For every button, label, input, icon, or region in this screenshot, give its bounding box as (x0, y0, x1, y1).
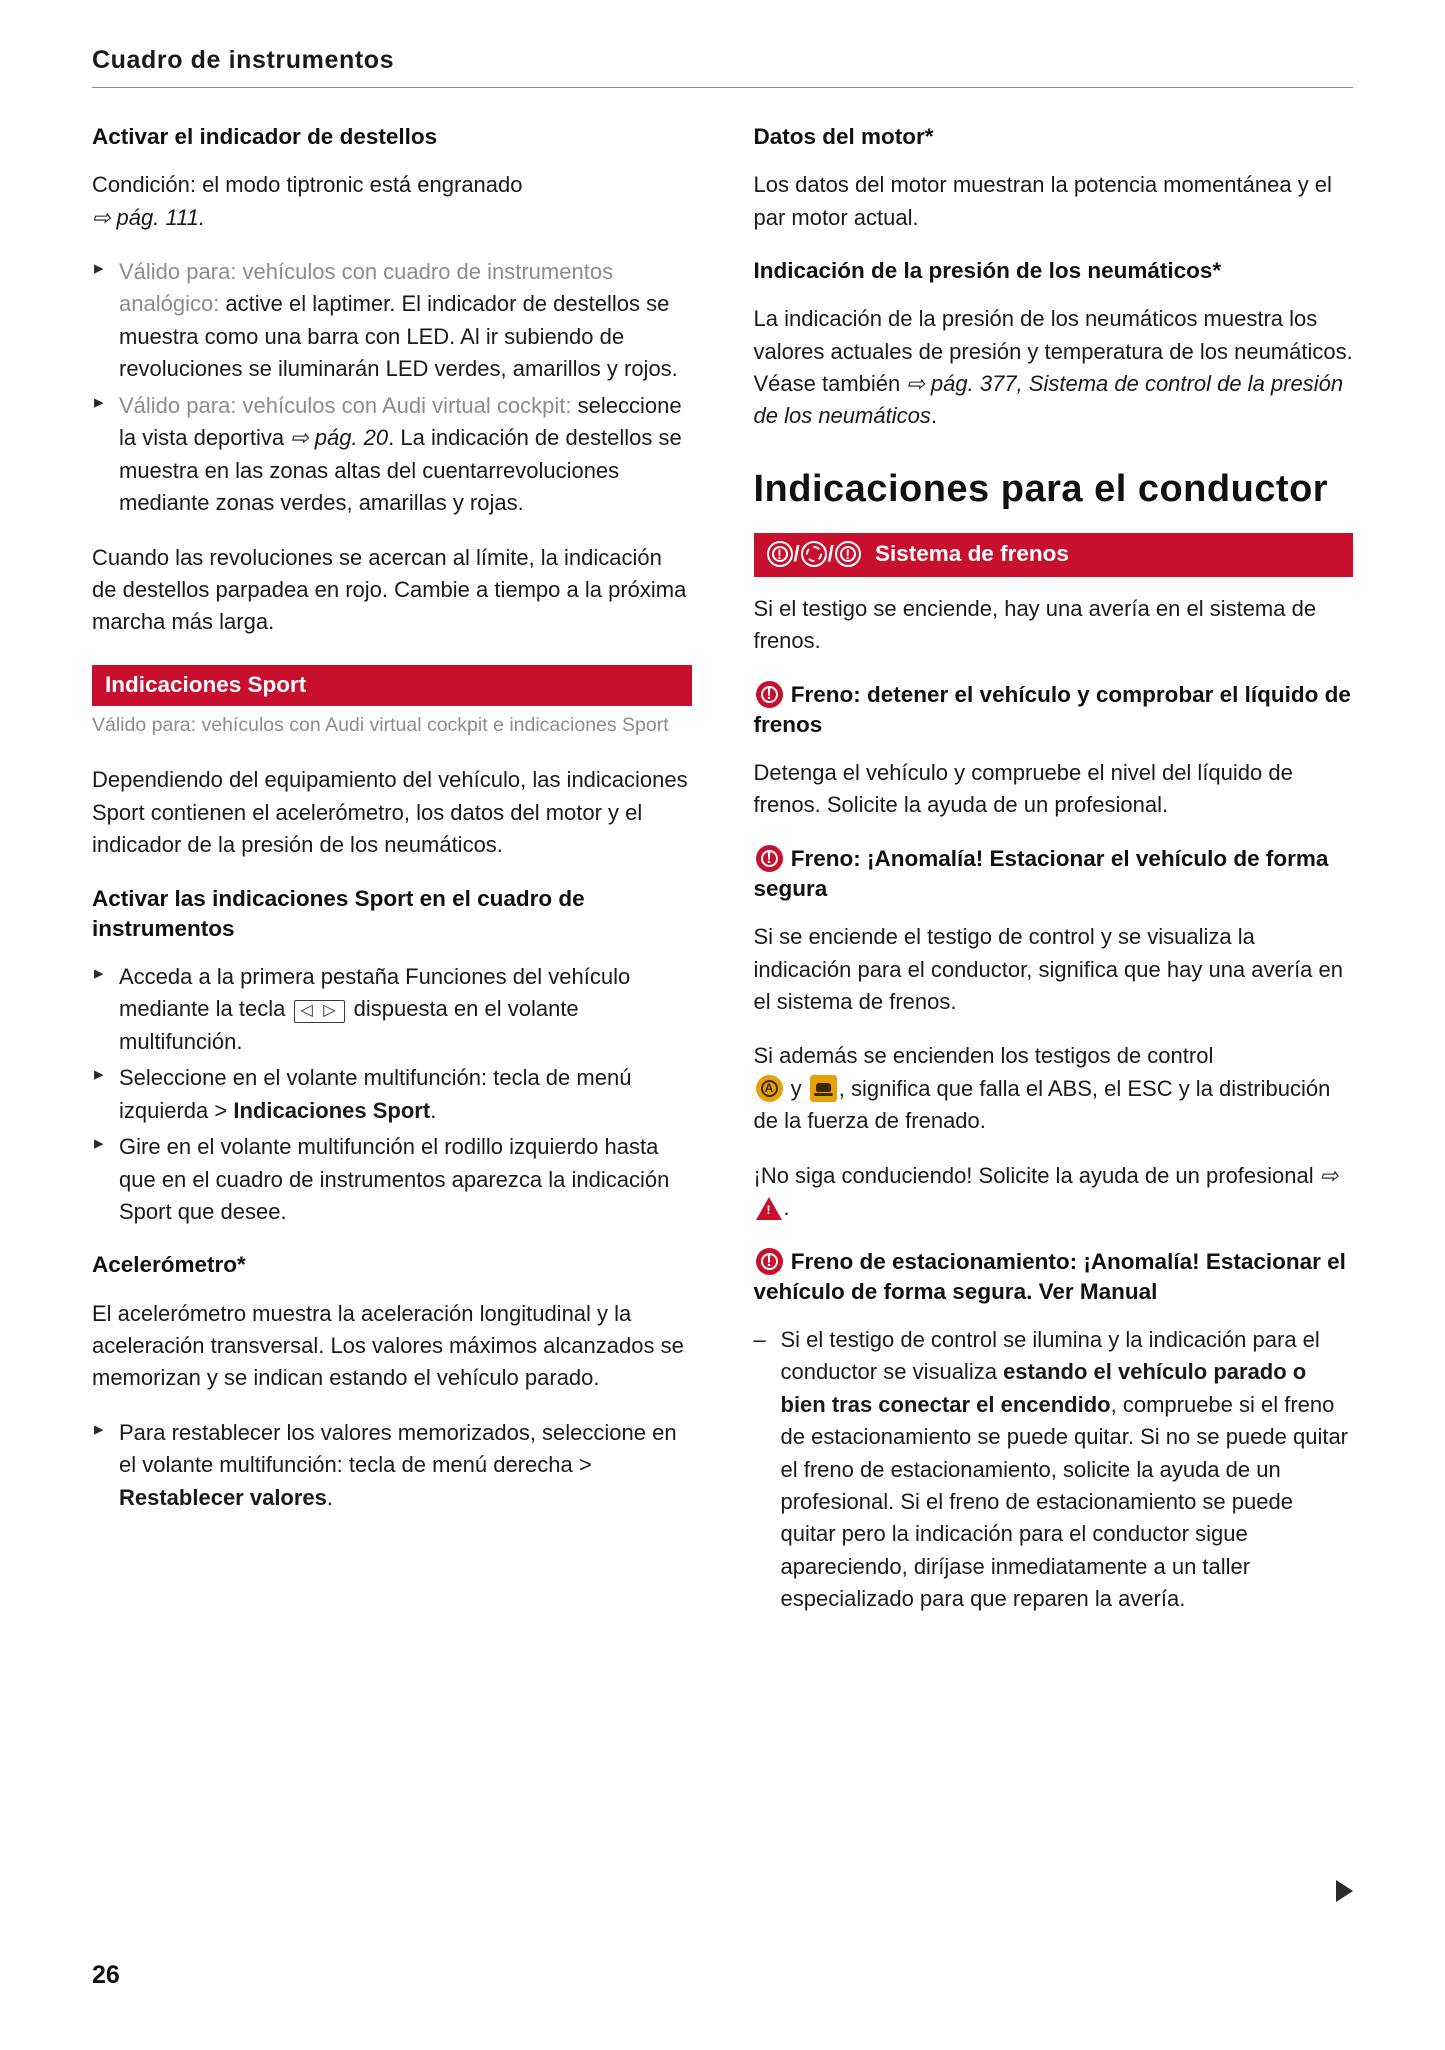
heading-activar-sport: Activar las indicaciones Sport en el cuadro de instrumentos (92, 885, 585, 941)
bullet-list-destellos (92, 256, 692, 520)
paragraph-condicion (92, 169, 692, 234)
banner-label: Sistema de frenos (875, 541, 1069, 567)
bullet-text-cont: . (430, 1097, 437, 1123)
page-ref-377: ⇨ pág. 377, Sistema de control de la presión de los neumáticos (753, 371, 1344, 429)
conjunction-y: y (784, 1075, 808, 1101)
bullet-text-cont: . (326, 1484, 334, 1510)
paragraph-detenga: Detenga el vehículo y compruebe el nivel del líquido de frenos. Solicite la ayuda de un profesional. (753, 759, 1293, 818)
page-ref-20: ⇨ pág. 20 (290, 425, 389, 451)
ref-arrow: ⇨ (1319, 1162, 1339, 1188)
list-item (92, 1062, 692, 1127)
brake-warning-icon (756, 1248, 783, 1275)
continuation-arrow-icon (1336, 1880, 1353, 1902)
list-item (92, 1417, 692, 1514)
list-item (92, 390, 692, 520)
paragraph-datos-motor: Los datos del motor muestran la potencia momentánea y el par motor actual. (753, 172, 1332, 230)
list-item (92, 961, 692, 1058)
page-ref-111: ⇨ pág. 111. (92, 204, 206, 230)
valido-para-lead: Válido para: vehículos con cuadro de instrumentos analógico: (119, 259, 614, 317)
heading-acelerometro: Acelerómetro* (92, 1252, 246, 1278)
bullet-text: Seleccione en el volante multifunción: tecla de menú izquierda > (119, 1065, 632, 1123)
section-banner-indicaciones-sport (92, 665, 692, 706)
list-item (92, 256, 692, 386)
bullet-text: Acceda a la primera pestaña Funciones del vehículo mediante la tecla (119, 963, 631, 1022)
bullet-body-cont: . La indicación de destellos se muestra en las zonas altas del cuentarrevoluciones mediante zonas verdes, amarillas y rojas. (119, 425, 682, 516)
heading-freno-anomalia (754, 844, 1354, 904)
abs-warning-icon (756, 1075, 783, 1102)
heading-datos-motor: Datos del motor* (753, 124, 934, 149)
multifunction-key-icon: ◁ ▷ (294, 1000, 344, 1023)
dash-emphasis: estando el vehículo parado o bien tras conectar el encendido (780, 1359, 1307, 1417)
paragraph-acelerometro: El acelerómetro muestra la aceleración longitudinal y la aceleración transversal. Los valores máximos alcanzados se memorizan y se indican estando el vehículo parado. (92, 1300, 684, 1391)
header-divider (92, 87, 1353, 88)
dash-text: Si el testigo de control se ilumina y la indicación para el conductor se visualiza (780, 1326, 1320, 1385)
heading-presion-neumaticos: Indicación de la presión de los neumáticos* (753, 258, 1222, 284)
paragraph-dependiendo: Dependiendo del equipamiento del vehículo, las indicaciones Sport contienen el acelerómetro, los datos del motor y el indicador de la presión de los neumáticos. (92, 767, 688, 858)
no-siga-text: ¡No siga conduciendo! Solicite la ayuda de un profesional (753, 1162, 1320, 1188)
right-column (754, 122, 1354, 1638)
heading-activar-destellos: Activar el indicador de destellos (92, 124, 438, 149)
left-column (92, 122, 692, 1536)
banner-label: Indicaciones Sport (105, 671, 307, 697)
bullet-body: active el laptimer. El indicador de destellos se muestra como una barra con LED. Al ir subiendo de revoluciones se iluminarán LED verdes, amarillos y rojos. (119, 291, 678, 382)
brake-warning-icon (756, 681, 783, 708)
paragraph-testigo: Si el testigo se enciende, hay una avería en el sistema de frenos. (753, 595, 1317, 654)
bullet-emphasis: Indicaciones Sport (233, 1097, 431, 1123)
bullet-list-activar (92, 961, 692, 1229)
heading-text: Freno: detener el vehículo y comprobar el líquido de frenos (753, 681, 1351, 737)
heading-text: Freno de estacionamiento: ¡Anomalía! Estacionar el vehículo de forma segura. Ver Manual (753, 1248, 1346, 1304)
heading-freno-detener (754, 680, 1354, 740)
brake-warning-icon (756, 845, 783, 872)
heading-freno-estacionamiento (754, 1247, 1354, 1307)
valido-para-lead: Válido para: vehículos con Audi virtual cockpit: (119, 392, 572, 418)
two-column-layout (92, 122, 1353, 1638)
brake-warning-icon: ! (767, 541, 793, 567)
esc-warning-icon (810, 1075, 837, 1102)
page-number: 26 (92, 1961, 120, 1989)
presion-text: La indicación de la presión de los neumáticos muestra los valores actuales de presión y temperatura de los neumáticos. Véase también (753, 306, 1353, 397)
paragraph-presion (754, 303, 1354, 433)
list-item (92, 1131, 692, 1228)
brake-warning-icon-2: ! (835, 541, 861, 567)
banner-caption-sport: Válido para: vehículos con Audi virtual cockpit e indicaciones Sport (92, 713, 669, 736)
si-ademas-text: Si además se encienden los testigos de control (753, 1043, 1214, 1069)
brake-warning-dotted-icon (801, 541, 827, 567)
paragraph-no-siga (754, 1160, 1354, 1225)
no-siga-text-end: . (783, 1195, 790, 1221)
bullet-body: seleccione la vista deportiva (119, 392, 682, 451)
dash-list-estacionamiento (754, 1324, 1354, 1616)
presion-text-end: . (930, 403, 937, 429)
running-header-title: Cuadro de instrumentos (92, 46, 395, 74)
bullet-text: Para restablecer los valores memorizados, seleccione en el volante multifunción: tecla de menú derecha > (119, 1419, 677, 1478)
heading-text: Freno: ¡Anomalía! Estacionar el vehículo de forma segura (753, 845, 1329, 901)
banner-separator: / (827, 541, 834, 567)
condicion-text: Condición: el modo tiptronic está engranado (92, 172, 523, 198)
bullet-emphasis: Restablecer valores (119, 1484, 327, 1510)
paragraph-si-enciende: Si se enciende el testigo de control y se visualiza la indicación para el conductor, significa que hay una avería en el sistema de frenos. (753, 924, 1343, 1014)
section-heading-indicaciones-conductor: Indicaciones para el conductor (753, 467, 1329, 510)
bullet-list-restablecer (92, 1417, 692, 1514)
list-item (754, 1324, 1354, 1616)
bullet-text: Gire en el volante multifunción el rodillo izquierdo hasta que en el cuadro de instrumentos aparezca la indicación Sport que desee. (119, 1134, 670, 1224)
paragraph-revoluciones: Cuando las revoluciones se acercan al límite, la indicación de destellos parpadea en rojo. Cambie a tiempo a la próxima marcha más larga. (92, 544, 687, 635)
bullet-text-cont: dispuesta en el volante multifunción. (119, 996, 579, 1054)
warning-triangle-icon (756, 1197, 782, 1220)
paragraph-si-ademas (754, 1040, 1354, 1137)
section-banner-sistema-frenos (754, 533, 1354, 576)
banner-separator: / (793, 541, 800, 567)
dash-text-cont: , compruebe si el freno de estacionamiento se puede quitar. Si no se puede quitar el freno de estacionamiento, solicite la ayuda de un profesional. Si el freno de estacionamiento se puede quitar pero la indicación para el conductor sigue apareciendo, diríjase inmediatamente a un taller especializado para que reparen la avería. (780, 1391, 1349, 1612)
si-ademas-text-cont: , significa que falla el ABS, el ESC y la distribución de la fuerza de frenado. (753, 1075, 1331, 1134)
